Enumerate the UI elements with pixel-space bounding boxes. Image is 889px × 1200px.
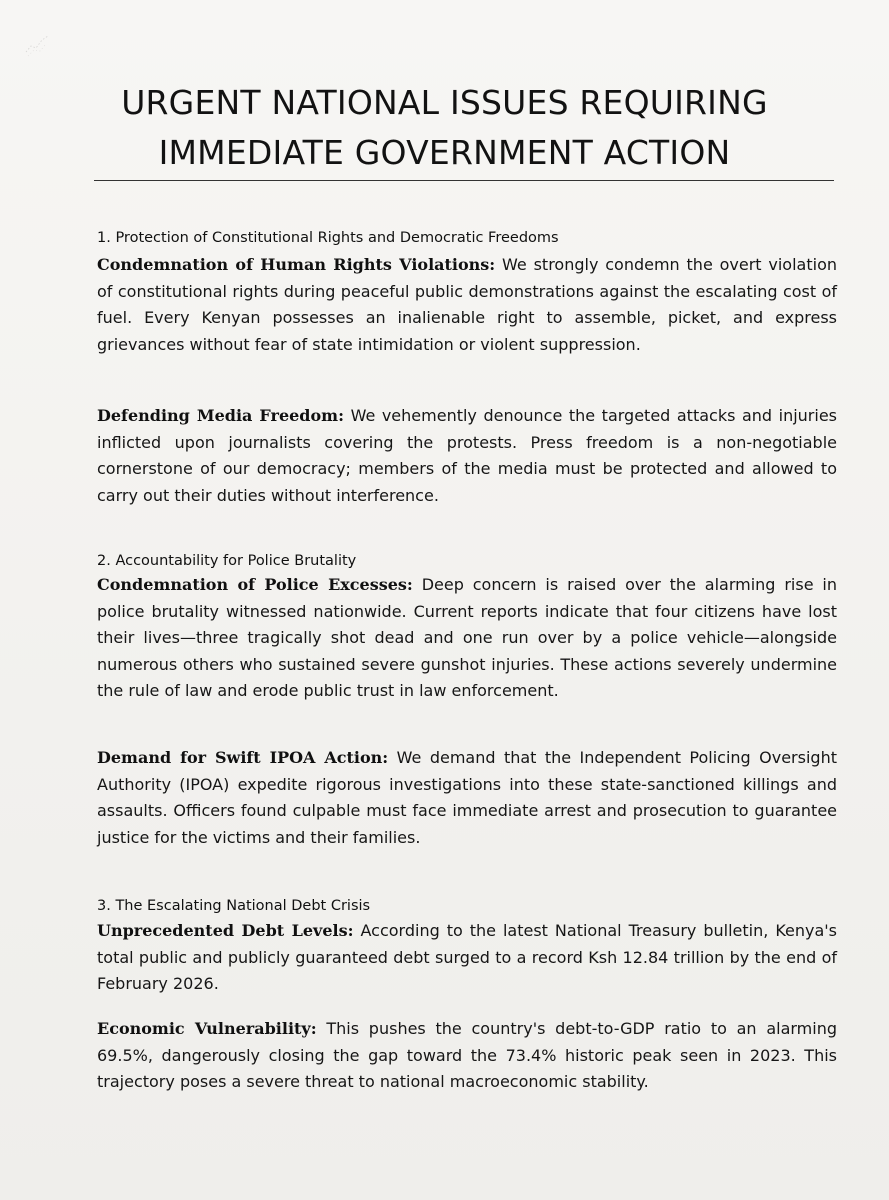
paragraph-police-excesses	[97, 572, 837, 705]
paragraph-human-rights	[97, 252, 837, 358]
document-title-line-1: URGENT NATIONAL ISSUES REQUIRING	[121, 83, 768, 122]
document-title-line-2: IMMEDIATE GOVERNMENT ACTION	[158, 133, 731, 172]
paragraph-body: This pushes the country's debt-to-GDP ratio to an alarming 69.5%, dangerously closing the gap toward the 73.4% historic peak seen in 2023. This trajectory poses a severe threat to national macroeconomic stability.	[97, 1019, 837, 1091]
paragraph-lead: Condemnation of Police Excesses:	[97, 575, 413, 594]
section-heading-1: 1. Protection of Constitutional Rights and Democratic Freedoms	[97, 230, 559, 246]
paragraph-economic-vulnerability	[97, 1016, 837, 1096]
title-underline	[94, 180, 834, 181]
paragraph-media-freedom	[97, 403, 837, 509]
paragraph-debt-levels	[97, 918, 837, 998]
paragraph-lead: Demand for Swift IPOA Action:	[97, 748, 389, 767]
section-heading-3: 3. The Escalating National Debt Crisis	[97, 898, 371, 914]
section-heading-2: 2. Accountability for Police Brutality	[97, 553, 357, 569]
paragraph-lead: Unprecedented Debt Levels:	[97, 921, 354, 940]
paragraph-lead: Defending Media Freedom:	[97, 406, 344, 425]
paragraph-body: According to the latest National Treasury bulletin, Kenya's total public and publicly guaranteed debt surged to a record Ksh 12.84 trillion by the end of February 2026.	[97, 921, 838, 993]
paragraph-body: We demand that the Independent Policing Oversight Authority (IPOA) expedite rigorous investigations into these state-sanctioned killings and assaults. Officers found culpable must face immediate arrest and prosecution to guarantee justice for the victims and their families.	[97, 748, 837, 847]
paragraph-body: We strongly condemn the overt violation of constitutional rights during peaceful public demonstrations against the escalating cost of fuel. Every Kenyan possesses an inalienable right to assemble, picket, and express grievances without fear of state intimidation or violent suppression.	[97, 255, 837, 354]
paragraph-body: We vehemently denounce the targeted attacks and injuries inflicted upon journalists covering the protests. Press freedom is a non-negotiable cornerstone of our democracy; members of the media must be protected and allowed to carry out their duties without interference.	[97, 406, 838, 505]
paragraph-lead: Condemnation of Human Rights Violations:	[97, 255, 496, 274]
paragraph-body: Deep concern is raised over the alarming rise in police brutality witnessed nationwide. Current reports indicate that four citizens have lost their lives—three tragically shot dead and one run over by a police vehicle—alongside numerous others who sustained severe gunshot injuries. These actions severely undermine the rule of law and erode public trust in law enforcement.	[97, 575, 837, 700]
paragraph-ipoa-action	[97, 745, 837, 851]
scan-noise-mark	[22, 30, 52, 58]
paragraph-lead: Economic Vulnerability:	[97, 1019, 317, 1038]
